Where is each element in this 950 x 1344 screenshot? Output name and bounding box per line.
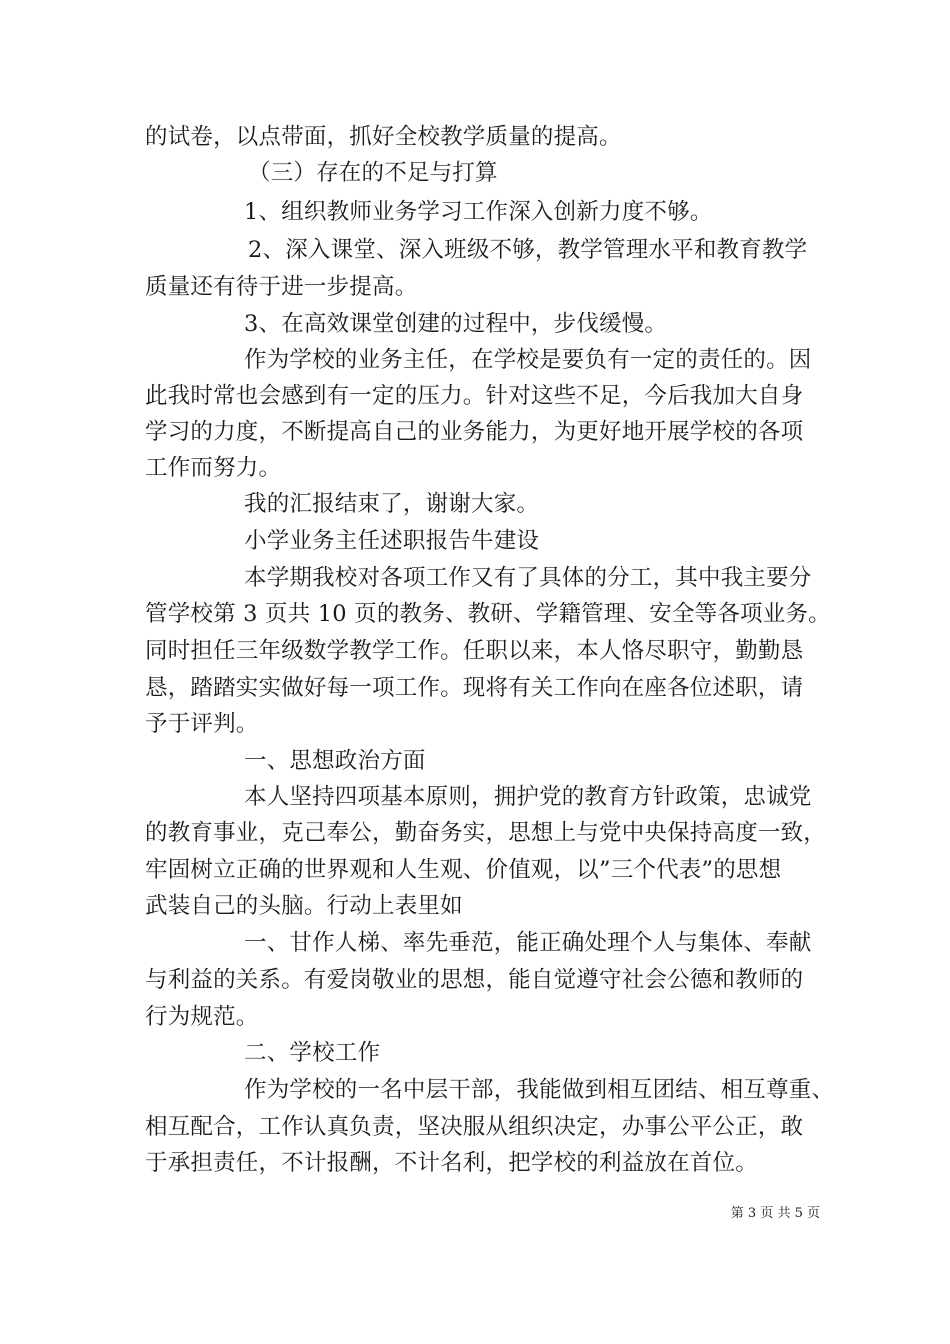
text-line: 管学校第 3 页共 10 页的教务、教研、学籍管理、安全等各项业务。: [145, 601, 831, 627]
text-line: 与利益的关系。有爱岗敬业的思想，能自觉遵守社会公德和教师的: [145, 967, 804, 993]
page-number-footer: 第 3 页 共 5 页: [730, 1206, 820, 1221]
text-line: 的教育事业，克己奉公，勤奋务实，思想上与党中央保持高度一致，: [145, 820, 827, 846]
text-line: 于承担责任，不计报酬，不计名利，把学校的利益放在首位。: [145, 1150, 758, 1176]
text-line: 质量还有待于进一步提高。: [145, 274, 418, 300]
text-line: 本学期我校对各项工作又有了具体的分工，其中我主要分: [244, 565, 812, 591]
text-line: 恳，踏踏实实做好每一项工作。现将有关工作向在座各位述职，请: [145, 675, 804, 701]
text-line: 的试卷，以点带面，抓好全校教学质量的提高。: [145, 124, 622, 150]
text-line: 1、组织教师业务学习工作深入创新力度不够。: [244, 199, 713, 225]
text-line: 2、深入课堂、深入班级不够，教学管理水平和教育教学: [248, 237, 808, 263]
text-line: 作为学校的一名中层干部，我能做到相互团结、相互尊重、: [244, 1077, 835, 1103]
text-line: 行为规范。: [145, 1004, 259, 1030]
section-heading: 一、思想政治方面: [244, 748, 426, 774]
text-line: 我的汇报结束了，谢谢大家。: [244, 491, 540, 517]
text-line: 相互配合，工作认真负责，坚决服从组织决定，办事公平公正，敢: [145, 1114, 804, 1140]
text-line: 工作而努力。: [145, 455, 282, 481]
text-line: 予于评判。: [145, 711, 259, 737]
text-line: 作为学校的业务主任，在学校是要负有一定的责任的。因: [244, 347, 812, 373]
section-heading: （三）存在的不足与打算: [248, 160, 498, 186]
text-line: 牢固树立正确的世界观和人生观、价值观，以”三个代表”的思想: [145, 857, 782, 883]
text-line: 一、甘作人梯、率先垂范，能正确处理个人与集体、奉献: [244, 930, 812, 956]
text-line: 学习的力度，不断提高自己的业务能力，为更好地开展学校的各项: [145, 419, 804, 445]
text-line: 武装自己的头脑。行动上表里如: [145, 893, 463, 919]
text-line: 此我时常也会感到有一定的压力。针对这些不足，今后我加大自身: [145, 383, 804, 409]
text-line: 本人坚持四项基本原则，拥护党的教育方针政策，忠诚党: [244, 784, 812, 810]
text-line: 3、在高效课堂创建的过程中，步伐缓慢。: [244, 311, 668, 337]
report-title: 小学业务主任述职报告牛建设: [244, 528, 540, 554]
section-heading: 二、学校工作: [244, 1040, 381, 1066]
text-line: 同时担任三年级数学教学工作。任职以来，本人恪尽职守，勤勤恳: [145, 638, 804, 664]
